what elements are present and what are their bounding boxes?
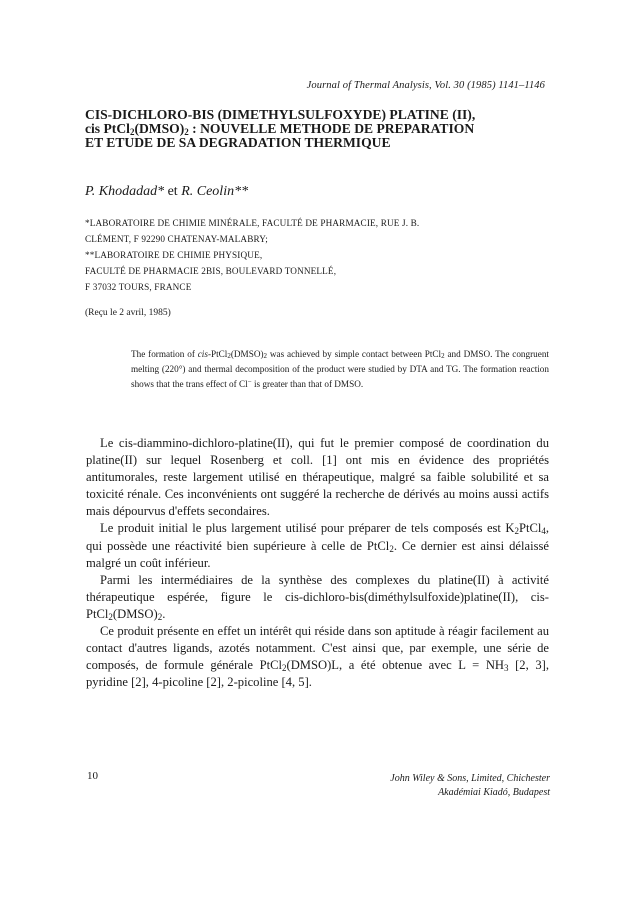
article-title bbox=[85, 108, 555, 150]
affiliation-line: FACULTÉ DE PHARMACIE 2BIS, BOULEVARD TONNELLÉ, bbox=[85, 266, 337, 276]
body-text bbox=[86, 435, 549, 691]
author-1: P. Khodadad* bbox=[85, 184, 165, 199]
title-line-3: ET ETUDE DE SA DEGRADATION THERMIQUE bbox=[85, 135, 391, 150]
author-2: R. Ceolin** bbox=[181, 184, 249, 199]
publisher-line-2: Akadémiai Kiadó, Budapest bbox=[438, 787, 550, 798]
paragraph-1: Le cis-diammino-dichloro-platine(II), qui fut le premier composé de coordination du platine(II) sur lequel Rosenberg et coll. [1] ont mis en évidence des propriétés antitumorales, reste largement utilisé en thérapeutique, malgré sa faible solubilité et sa toxicité rénale. Ces inconvénients ont suggéré la recherche de dérivés au moins aussi actifs mais dépourvus d'effets secondaires. bbox=[86, 436, 549, 519]
author-connector: et bbox=[167, 184, 178, 199]
received-date: (Reçu le 2 avril, 1985) bbox=[85, 308, 171, 318]
publisher bbox=[250, 772, 550, 800]
publisher-line-1: John Wiley & Sons, Limited, Chichester bbox=[390, 773, 550, 784]
paragraph-3: Parmi les intermédiaires de la synthèse des complexes du platine(II) à activité thérapeutique espérée, figure le cis-dichloro-bis(diméthylsulfoxide)platine(II), cis-$PtCl_2(DMSO)_2$. bbox=[86, 572, 549, 622]
affiliation-line: *LABORATOIRE DE CHIMIE MINÉRALE, FACULTÉ DE PHARMACIE, RUE J. B. bbox=[85, 218, 420, 228]
affiliation-line: F 37032 TOURS, FRANCE bbox=[85, 282, 192, 292]
title-line-2: cis $PtCl_2(DMSO)_2$ : NOUVELLE METHODE DE PREPARATION bbox=[85, 121, 475, 137]
paragraph-4: Ce produit présente en effet un intérêt qui réside dans son aptitude à réagir facilement au contact d'autres ligands, azotés notamment. C'est ainsi que, par exemple, une série de composés, de formule générale PtCl$_2$(DMSO)L, a été obtenue avec $L = NH_3$ [2, 3], pyridine [2], 4-picoline [2], 2-picoline [4, 5]. bbox=[86, 624, 549, 690]
abstract: The formation of cis-$PtCl_2(DMSO)_2$ was achieved by simple contact between PtCl$_2$ and DMSO. The congruent melting (220°) and thermal decomposition of the product were studied by DTA and TG. The formation reaction shows that the trans effect of Cl− is greater than that of DMSO. bbox=[131, 349, 549, 389]
affiliations bbox=[85, 215, 545, 295]
page-number: 10 bbox=[87, 770, 98, 782]
affiliation-line: CLÉMENT, F 92290 CHATENAY-MALABRY; bbox=[85, 234, 268, 244]
paragraph-2: Le produit initial le plus largement utilisé pour préparer de tels composés est $K_2PtCl_4$, qui possède une réactivité bien supérieure à celle de PtCl$_2$. Ce dernier est ainsi délaissé malgré un coût inférieur. bbox=[86, 521, 549, 570]
journal-reference: Journal of Thermal Analysis, Vol. 30 (1985) 1141–1146 bbox=[306, 80, 545, 91]
authors bbox=[85, 184, 248, 200]
title-line-1: CIS-DICHLORO-BIS (DIMETHYLSULFOXYDE) PLATINE (II), bbox=[85, 107, 476, 122]
affiliation-line: **LABORATOIRE DE CHIMIE PHYSIQUE, bbox=[85, 250, 263, 260]
